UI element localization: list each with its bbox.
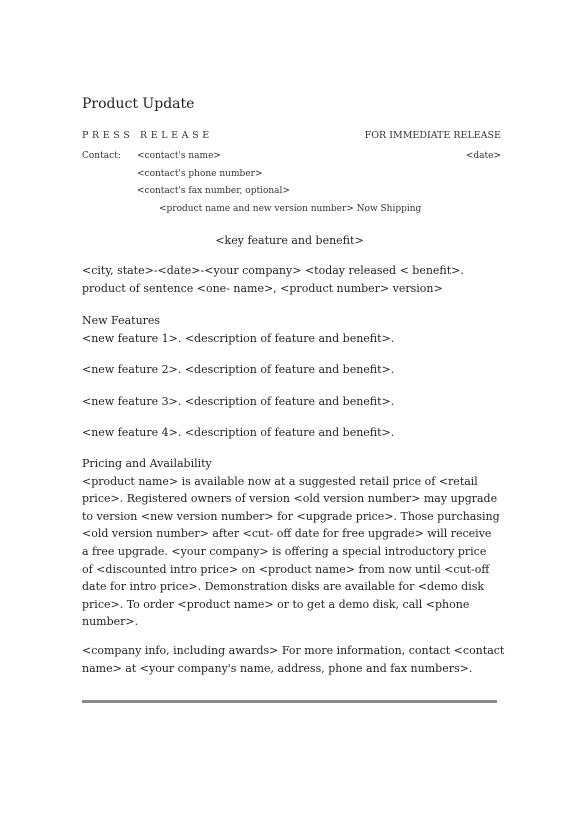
contact-phone: <contact's phone number>: [137, 169, 263, 179]
feature-item: <new feature 1>. <description of feature and benefit>.: [82, 331, 395, 345]
intro-line: <city, state>-<date>-<your company> <today released < benefit>.: [82, 264, 464, 277]
bottom-divider: [82, 700, 497, 703]
feature-item-wrap: [82, 424, 502, 442]
shipping-subhead: <product name and new version number> Now Shipping: [159, 204, 422, 214]
key-feature-heading: <key feature and benefit>: [215, 234, 364, 247]
pricing-line: a free upgrade. <your company> is offering a special introductory price: [82, 544, 487, 558]
pricing-line: of <discounted intro price> on <product name> from now until <cut-off: [82, 562, 490, 576]
new-features-heading: New Features: [82, 314, 161, 327]
pricing-line: to version <new version number> for <upgrade price>. Those purchasing: [82, 509, 500, 523]
pricing-line: price>. To order <product name> or to get a demo disk, call <phone: [82, 597, 470, 611]
immediate-release-label: FOR IMMEDIATE RELEASE: [364, 130, 501, 141]
company-info-paragraph: [82, 642, 505, 677]
press-release-label: PRESS RELEASE: [82, 130, 213, 141]
feature-item: <new feature 2>. <description of feature and benefit>.: [82, 363, 395, 376]
pricing-line: number>.: [82, 615, 139, 629]
feature-item-wrap: [82, 393, 502, 411]
feature-item: <new feature 3>. <description of feature and benefit>.: [82, 395, 395, 408]
feature-item-wrap: [82, 361, 502, 379]
pricing-line: <old version number> after <cut- off date for free upgrade> will receive: [82, 527, 492, 541]
company-line: name> at <your company's name, address, phone and fax numbers>.: [82, 661, 473, 675]
intro-line: product of sentence <one- name>, <product number> version>: [82, 281, 443, 295]
pricing-line: date for intro price>. Demonstration disks are available for <demo disk: [82, 580, 485, 594]
company-line: <company info, including awards> For more information, contact <contact: [82, 644, 505, 657]
release-date: <date>: [465, 151, 501, 161]
feature-item: <new feature 4>. <description of feature and benefit>.: [82, 426, 395, 439]
pricing-section: [82, 455, 502, 631]
pricing-heading: Pricing and Availability: [82, 457, 212, 470]
document-title: Product Update: [82, 96, 195, 112]
pricing-line: price>. Registered owners of version <old version number> may upgrade: [82, 492, 498, 506]
contact-name: <contact's name>: [137, 151, 221, 161]
pricing-line: <product name> is available now at a suggested retail price of <retail: [82, 474, 478, 488]
intro-paragraph: [82, 262, 502, 297]
contact-fax: <contact's fax number, optional>: [137, 186, 290, 196]
new-features-section: [82, 312, 502, 347]
contact-label: Contact:: [82, 151, 121, 161]
